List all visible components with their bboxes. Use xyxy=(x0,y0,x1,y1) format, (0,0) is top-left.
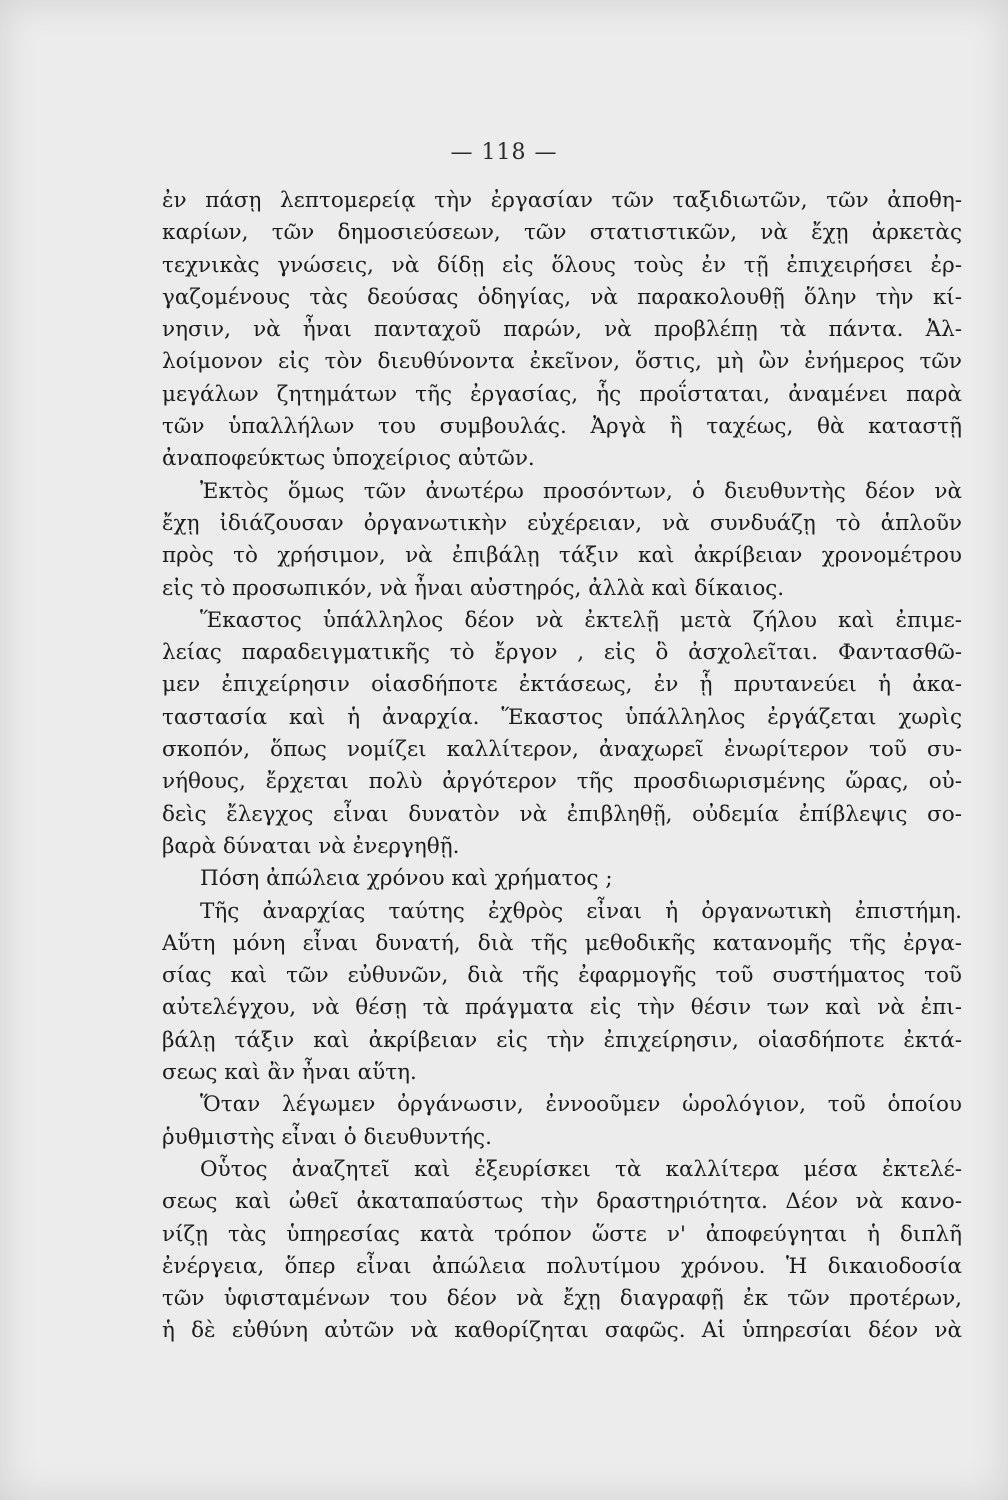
text-line: εἰς τὸ προσωπικόν, νὰ ἦναι αὐστηρός, ἀλλὰ καὶ δίκαιος. xyxy=(162,575,785,601)
text-line: ταστασία καὶ ἡ ἀναρχία. Ἕκαστος ὑπάλληλος ἐργάζεται χωρὶς xyxy=(162,704,962,730)
paragraph xyxy=(162,605,962,863)
text-line: Πόση ἀπώλεια χρόνου καὶ χρήματος ; xyxy=(200,866,613,892)
paragraph xyxy=(162,185,962,476)
text-line: βάλῃ τάξιν καὶ ἀκρίβειαν εἰς τὴν ἐπιχείρησιν, οἱασδήποτε ἐκτά- xyxy=(162,1027,962,1053)
text-line: ῥυθμιστὴς εἶναι ὁ διευθυντής. xyxy=(162,1124,492,1150)
text-line: ἡ δὲ εὐθύνη αὐτῶν νὰ καθορίζηται σαφῶς. Αἱ ὑπηρεσίαι δέον νὰ xyxy=(162,1318,962,1344)
text-line: σκοπόν, ὅπως νομίζει καλλίτερον, ἀναχωρεῖ ἐνωρίτερον τοῦ συ- xyxy=(162,737,962,763)
text-line: λοίμονον εἰς τὸν διευθύνοντα ἐκεῖνον, ὅστις, μὴ ὢν ἐνήμερος τῶν xyxy=(162,349,962,375)
text-line: ἀναποφεύκτως ὑποχείριος αὐτῶν. xyxy=(162,446,535,472)
text-line: νήθους, ἔρχεται πολὺ ἀργότερον τῆς προσδιωρισμένης ὥρας, οὐ- xyxy=(162,769,962,795)
text-line: σεως καὶ ὠθεῖ ἀκαταπαύστως τὴν δραστηριότητα. Δέον νὰ κανο- xyxy=(162,1189,962,1215)
text-line: δεὶς ἔλεγχος εἶναι δυνατὸν νὰ ἐπιβληθῇ, οὐδεμία ἐπίβλεψις σο- xyxy=(162,801,962,827)
text-line: πρὸς τὸ χρήσιμον, νὰ ἐπιβάλῃ τάξιν καὶ ἀκρίβειαν χρονομέτρου xyxy=(162,543,962,569)
text-line: λείας παραδειγματικῆς τὸ ἔργον , εἰς ὃ ἀσχολεῖται. Φαντασθῶ- xyxy=(162,640,962,666)
text-line: τεχνικὰς γνώσεις, νὰ δίδῃ εἰς ὅλους τοὺς ἐν τῇ ἐπιχειρήσει ἐρ- xyxy=(162,252,962,278)
page-number: — 118 — xyxy=(450,140,558,165)
text-line: αὐτελέγχου, νὰ θέσῃ τὰ πράγματα εἰς τὴν θέσιν των καὶ νὰ ἐπι- xyxy=(162,995,962,1021)
text-line: Τῆς ἀναρχίας ταύτης ἐχθρὸς εἶναι ἡ ὀργανωτικὴ ἐπιστήμη. xyxy=(200,898,962,924)
text-line: Αὕτη μόνη εἶναι δυνατή, διὰ τῆς μεθοδικῆς κατανομῆς τῆς ἐργα- xyxy=(162,930,962,956)
text-line: τῶν ὑπαλλήλων του συμβουλάς. Ἀργὰ ἢ ταχέως, θὰ καταστῇ xyxy=(162,414,962,440)
paragraph xyxy=(162,1089,962,1154)
text-line: Ἐκτὸς ὅμως τῶν ἀνωτέρω προσόντων, ὁ διευθυντὴς δέον νὰ xyxy=(200,478,962,504)
text-line: ἐν πάσῃ λεπτομερείᾳ τὴν ἐργασίαν τῶν ταξιδιωτῶν, τῶν ἀποθη- xyxy=(162,188,962,213)
text-line: ἔχῃ ἰδιάζουσαν ὀργανωτικὴν εὐχέρειαν, νὰ συνδυάζῃ τὸ ἁπλοῦν xyxy=(162,510,962,536)
paragraph xyxy=(162,1154,962,1348)
text-line: καρίων, τῶν δημοσιεύσεων, τῶν στατιστικῶν, νὰ ἔχῃ ἀρκετὰς xyxy=(162,220,962,246)
text-line: Οὗτος ἀναζητεῖ καὶ ἐξευρίσκει τὰ καλλίτερα μέσα ἐκτελέ- xyxy=(200,1156,962,1182)
paragraph xyxy=(162,476,962,605)
text-line: μεν ἐπιχείρησιν οἱασδήποτε ἐκτάσεως, ἐν ᾗ πρυτανεύει ἡ ἀκα- xyxy=(162,672,962,698)
text-line: σίας καὶ τῶν εὐθυνῶν, διὰ τῆς ἐφαρμογῆς τοῦ συστήματος τοῦ xyxy=(162,963,962,989)
text-line: τῶν ὑφισταμένων του δέον νὰ ἔχῃ διαγραφῇ ἐκ τῶν προτέρων, xyxy=(162,1286,962,1312)
body-text xyxy=(162,185,962,1348)
text-line: γαζομένους τὰς δεούσας ὁδηγίας, νὰ παρακολουθῇ ὅλην τὴν κί- xyxy=(162,284,962,310)
text-line: μεγάλων ζητημάτων τῆς ἐργασίας, ἧς προΐσταται, ἀναμένει παρὰ xyxy=(162,381,962,407)
text-line: ἐνέργεια, ὅπερ εἶναι ἀπώλεια πολυτίμου χρόνου. Ἡ δικαιοδοσία xyxy=(162,1253,962,1279)
text-line: σεως καὶ ἂν ἦναι αὕτη. xyxy=(162,1060,417,1086)
text-line: Ὅταν λέγωμεν ὀργάνωσιν, ἐννοοῦμεν ὡρολόγιον, τοῦ ὁποίου xyxy=(200,1092,962,1118)
text-line: Ἕκαστος ὑπάλληλος δέον νὰ ἐκτελῇ μετὰ ζήλου καὶ ἐπιμε- xyxy=(200,607,962,633)
paragraph xyxy=(162,896,962,1090)
text-line: νησιν, νὰ ἦναι πανταχοῦ παρών, νὰ προβλέπῃ τὰ πάντα. Ἀλ- xyxy=(162,317,962,343)
text-line: νίζῃ τὰς ὑπηρεσίας κατὰ τρόπον ὥστε ν' ἀποφεύγηται ἡ διπλῆ xyxy=(162,1221,962,1247)
paragraph xyxy=(162,863,962,895)
text-line: βαρὰ δύναται νὰ ἐνεργηθῇ. xyxy=(162,833,460,859)
